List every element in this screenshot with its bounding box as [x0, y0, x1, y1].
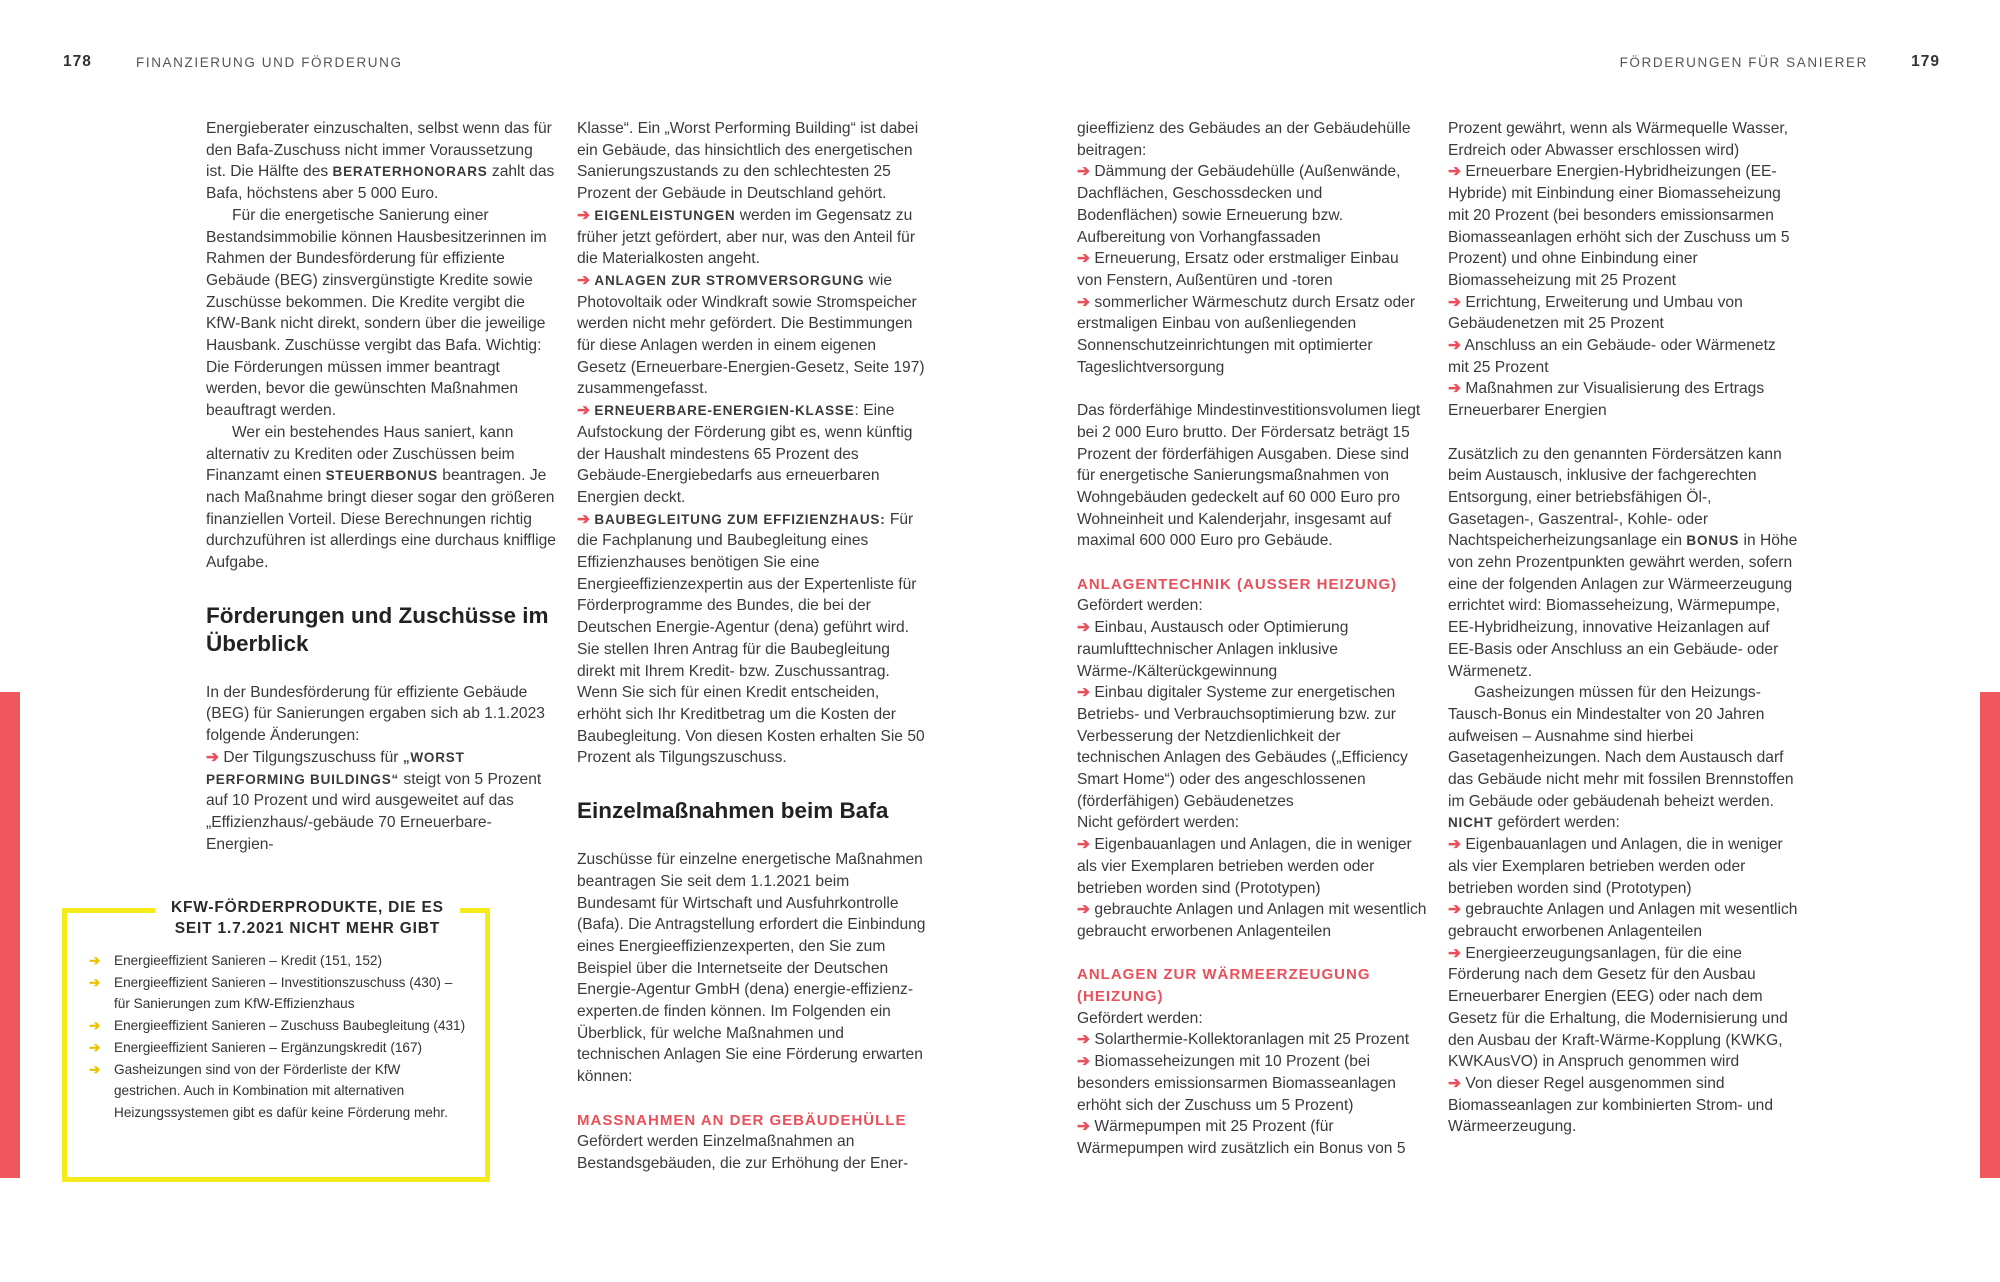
arrow-right-icon: ➔ [1077, 250, 1091, 268]
arrow-right-icon: ➔ [577, 271, 591, 289]
paragraph: Energieberater einzuschalten, selbst wenn das für den Bafa-Zuschuss nicht immer Voraussetzung ist. Die Hälfte des BERATERHONORARS zahlt das Bafa, höchstens aber 5 000 Euro. [206, 120, 555, 203]
paragraph: Gefördert werden: [1077, 1009, 1203, 1027]
list-item: ➔ Von dieser Regel ausgenommen sind Biomasseanlagen zur kombinierten Strom- und Wärmeerzeugung. [1448, 1074, 1774, 1136]
arrow-right-icon: ➔ [89, 1039, 101, 1055]
arrow-right-icon: ➔ [577, 510, 591, 528]
list-item: ➔ Errichtung, Erweiterung und Umbau von Gebäudenetzen mit 25 Prozent [1448, 293, 1743, 333]
section-heading: Einzelmaßnahmen beim Bafa [577, 798, 889, 824]
list-item: ➔ Erneuerung, Ersatz oder erstmaliger Einbau von Fenstern, Außentüren und -toren [1077, 250, 1399, 289]
arrow-right-icon: ➔ [1448, 901, 1462, 919]
list-item: ➔ Eigenbauanlagen und Anlagen, die in weniger als vier Exemplaren betrieben werden oder betrieben worden sind (Prototypen) [1448, 836, 1783, 897]
list-item: ➔ Erneuerbare Energien-Hybridheizungen (EE-Hybride) mit Einbindung einer Biomasseheizung mit 20 Prozent (bei besonders emissionsarmen Biomasseanlagen erhöht sich der Zuschuss um 5 Prozent) und ohne Einbindung einer Biomasseheizung mit 25 Prozent [1448, 163, 1790, 289]
list-item: ➔ ANLAGEN ZUR STROMVERSORGUNG wie Photovoltaik oder Windkraft sowie Stromspeicher werden nicht mehr gefördert. Die Bestimmungen für diese Anlagen werden in einem eigenen Gesetz (Erneuerbare-Energien-Gesetz, Seite 197) zusammengefasst. [577, 271, 925, 398]
arrow-right-icon: ➔ [89, 1018, 101, 1034]
paragraph: Das förderfähige Mindestinvestitionsvolumen liegt bei 2 000 Euro brutto. Der Fördersatz beträgt 15 Prozent der förderfähigen Ausgaben. Diese sind für energetische Sanierungsmaßnahmen von Wohngebäuden gedeckelt auf 60 000 Euro pro Wohneinheit und Kalenderjahr, insgesamt auf maximal 600 000 Euro pro Gebäude. [1077, 402, 1421, 550]
list-item: ➔ Biomasseheizungen mit 10 Prozent (bei besonders emissionsarmen Biomasseanlagen erhöht sich der Zuschuss um 5 Prozent) [1077, 1053, 1396, 1114]
list-item: ➔ sommerlicher Wärmeschutz durch Ersatz oder erstmaligen Einbau von außenliegenden Sonnenschutzeinrichtungen mit optimierter Tageslichtversorgung [1077, 293, 1416, 376]
list-item: ➔ Energieeffizient Sanieren – Kredit (151, 152) [89, 950, 469, 972]
arrow-right-icon: ➔ [1077, 901, 1091, 919]
paragraph: Gasheizungen müssen für den Heizungs-Tausch-Bonus ein Mindestalter von 20 Jahren aufweisen – Ausnahme sind hierbei Gasetagenheizungen. Nach dem Austausch darf das Gebäude nicht mehr mit fossilen Brennstoffen im Gebäude oder gebäudenah beheizt werden. [1448, 684, 1794, 810]
arrow-right-icon: ➔ [89, 953, 101, 968]
paragraph: gieeffizienz des Gebäudes an der Gebäudehülle beitragen: [1077, 120, 1411, 159]
arrow-right-icon: ➔ [206, 748, 220, 766]
arrow-right-icon: ➔ [1448, 836, 1462, 854]
keyword: „WORST PERFORMING BUILDINGS“ [206, 749, 465, 787]
subsection-heading: MASSNAHMEN AN DER GEBÄUDEHÜLLE [577, 1111, 907, 1129]
right-edge-tab [1980, 692, 2000, 1178]
list-item: ➔ Energieeffizient Sanieren – Zuschuss Baubegleitung (431) [89, 1015, 469, 1037]
paragraph: Klasse“. Ein „Worst Performing Building“ ist dabei ein Gebäude, das hinsichtlich des energetischen Sanierungszustands zu den schlechtesten 25 Prozent der Gebäude in Deutschland gehört. [577, 120, 919, 203]
list-item: ➔ BAUBEGLEITUNG ZUM EFFIZIENZHAUS: Für die Fachplanung und Baubegleitung eines Effizienzhauses benötigen Sie eine Energieeffizienzexpertin aus der Expertenliste für Förderprogramme des Bundes, die bei der Deutschen Energie-Agentur (dena) geführt wird. Sie stellen Ihren Antrag für die Baubegleitung direkt mit Ihrem Kredit- bzw. Zuschussantrag. Wenn Sie sich für einen Kredit entscheiden, erhöht sich Ihr Kreditbetrag um die Kosten der Baubegleitung. Von diesen Kosten erhalten Sie 50 Prozent als Tilgungszuschuss. [577, 510, 925, 767]
list-item: ➔ Einbau, Austausch oder Optimierung raumlufttechnischer Anlagen inklusive Wärme-/Kälterückgewinnung [1077, 619, 1349, 680]
arrow-right-icon: ➔ [1448, 293, 1462, 311]
paragraph: Gefördert werden Einzelmaßnahmen an Bestandsgebäuden, die zur Erhöhung der Ener- [577, 1133, 909, 1172]
list-item: ➔ Energieeffizient Sanieren – Ergänzungskredit (167) [89, 1037, 469, 1059]
subsection-heading: ANLAGEN ZUR WÄRMEERZEUGUNG (HEIZUNG) [1077, 966, 1371, 1006]
keyword: EIGENLEISTUNGEN [594, 207, 736, 223]
right-page-column-2 [1448, 118, 1798, 1138]
left-page-column-2 [577, 118, 927, 1175]
arrow-right-icon: ➔ [1077, 1031, 1091, 1049]
paragraph: Prozent gewährt, wenn als Wärmequelle Wasser, Erdreich oder Abwasser erschlossen wird) [1448, 120, 1789, 159]
right-page-number: 179 [1911, 53, 1940, 70]
arrow-right-icon: ➔ [1448, 337, 1462, 355]
paragraph: NICHT gefördert werden: [1448, 814, 1620, 832]
right-page-column-1 [1077, 118, 1427, 1160]
list-item: ➔ Wärmepumpen mit 25 Prozent (für Wärmepumpen wird zusätzlich ein Bonus von 5 [1077, 1118, 1406, 1157]
keyword: BERATERHONORARS [332, 164, 488, 180]
right-running-header: FÖRDERUNGEN FÜR SANIERER [1619, 55, 1868, 70]
arrow-right-icon: ➔ [1077, 1053, 1091, 1071]
kfw-info-box [62, 899, 490, 1182]
keyword: BAUBEGLEITUNG ZUM EFFIZIENZHAUS: [594, 511, 886, 527]
list-item: ➔ Energieerzeugungsanlagen, für die eine Förderung nach dem Gesetz für den Ausbau Erneuerbarer Energien (EEG) oder nach dem Gesetz für die Erhaltung, die Modernisierung und den Ausbau der Kraft-Wärme-Kopplung (KWKG, KWKAusVO) in Anspruch genommen wird [1448, 944, 1788, 1071]
arrow-right-icon: ➔ [577, 206, 591, 224]
arrow-right-icon: ➔ [1448, 163, 1462, 181]
arrow-right-icon: ➔ [1077, 293, 1091, 311]
arrow-right-icon: ➔ [89, 974, 101, 990]
list-item: ➔ EIGENLEISTUNGEN werden im Gegensatz zu früher jetzt gefördert, aber nur, was den Anteil für die Materialkosten angeht. [577, 206, 916, 268]
paragraph: Wer ein bestehendes Haus saniert, kann alternativ zu Krediten oder Zuschüssen beim Finanzamt einen STEUERBONUS beantragen. Je nach Maßnahme bringt dieser sogar den größeren finanziellen Vorteil. Diese Berechnungen richtig durchzuführen ist allerdings eine durchaus knifflige Aufgabe. [206, 423, 556, 572]
arrow-right-icon: ➔ [1448, 944, 1462, 962]
keyword: ANLAGEN ZUR STROMVERSORGUNG [594, 272, 865, 288]
list-item: ➔ Dämmung der Gebäudehülle (Außenwände, Dachflächen, Geschossdecken und Bodenflächen) sowie Erneuerung bzw. Aufbereitung von Vorhangfassaden [1077, 163, 1401, 246]
left-running-header: FINANZIERUNG UND FÖRDERUNG [136, 55, 403, 70]
arrow-right-icon: ➔ [1077, 1118, 1091, 1136]
list-item: ➔ gebrauchte Anlagen und Anlagen mit wesentlich gebraucht erworbenen Anlagenteilen [1077, 901, 1427, 940]
keyword: BONUS [1686, 533, 1740, 549]
subsection-heading: ANLAGENTECHNIK (AUSSER HEIZUNG) [1077, 575, 1398, 593]
arrow-right-icon: ➔ [1077, 684, 1091, 702]
paragraph: Zuschüsse für einzelne energetische Maßnahmen beantragen Sie seit dem 1.1.2021 beim Bundesamt für Wirtschaft und Ausfuhrkontrolle (Bafa). Die Antragstellung erfordert die Einbindung eines Energieeffizienzexperten, den Sie zum Beispiel über die Internetseite der Deutschen Energie-Agentur GmbH (dena) energie-effizienz-experten.de finden können. Im Folgenden ein Überblick, für welche Maßnahmen und technischen Anlagen Sie eine Förderung erwarten können: [577, 851, 926, 1086]
arrow-right-icon: ➔ [1077, 619, 1091, 637]
box-title: KFW-FÖRDERPRODUKTE, DIE ES SEIT 1.7.2021 NICHT MEHR GIBT [155, 897, 460, 939]
list-item: ➔ Solarthermie-Kollektoranlagen mit 25 Prozent [1077, 1031, 1410, 1049]
list-item: ➔ Gasheizungen sind von der Förderliste der KfW gestrichen. Auch in Kombination mit alternativen Heizungssystemen gibt es dafür keine Förderung mehr. [89, 1059, 469, 1124]
list-item: ➔ Eigenbauanlagen und Anlagen, die in weniger als vier Exemplaren betrieben werden oder betrieben worden sind (Prototypen) [1077, 836, 1412, 897]
left-page-number: 178 [63, 53, 92, 70]
arrow-right-icon: ➔ [1077, 836, 1091, 854]
list-item: ➔ Der Tilgungszuschuss für „WORST PERFORMING BUILDINGS“ steigt von 5 Prozent auf 10 Prozent und wird ausgeweitet auf das „Effizienzhaus/-gebäude 70 Erneuerbare-Energien- [206, 748, 542, 853]
paragraph: In der Bundesförderung für effiziente Gebäude (BEG) für Sanierungen ergaben sich ab 1.1.2023 folgende Änderungen: [206, 683, 545, 745]
left-page-column-1 [206, 118, 556, 855]
keyword: ERNEUERBARE-ENERGIEN-KLASSE [594, 403, 855, 419]
arrow-right-icon: ➔ [577, 402, 591, 420]
keyword: NICHT [1448, 815, 1494, 831]
arrow-right-icon: ➔ [1448, 380, 1462, 398]
list-item: ➔ Energieeffizient Sanieren – Investitionszuschuss (430) – für Sanierungen zum KfW-Effizienzhaus [89, 972, 469, 1015]
arrow-right-icon: ➔ [89, 1061, 101, 1077]
paragraph: Gefördert werden: [1077, 597, 1203, 615]
arrow-right-icon: ➔ [1448, 1074, 1462, 1092]
list-item: ➔ Maßnahmen zur Visualisierung des Ertrags Erneuerbarer Energien [1448, 380, 1765, 420]
list-item: ➔ Anschluss an ein Gebäude- oder Wärmenetz mit 25 Prozent [1448, 337, 1776, 376]
box-list [89, 950, 469, 1124]
paragraph: Nicht gefördert werden: [1077, 814, 1240, 832]
left-edge-tab [0, 692, 20, 1178]
list-item: ➔ Einbau digitaler Systeme zur energetischen Betriebs- und Verbrauchsoptimierung bzw. zur Verbesserung der Netzdienlichkeit der technischen Anlagen des Gebäudes („Efficiency Smart Home“) oder des angeschlossenen (förderfähigen) Gebäudenetzes [1077, 684, 1408, 810]
list-item: ➔ gebrauchte Anlagen und Anlagen mit wesentlich gebraucht erworbenen Anlagenteilen [1448, 901, 1798, 940]
list-item: ➔ ERNEUERBARE-ENERGIEN-KLASSE: Eine Aufstockung der Förderung gibt es, wenn künftig der Haushalt mindestens 65 Prozent des Gebäude-Energiebedarfs aus erneuerbaren Energien deckt. [577, 402, 913, 506]
section-heading: Förderungen und Zuschüsse im Überblick [206, 602, 549, 656]
arrow-right-icon: ➔ [1077, 163, 1091, 181]
paragraph: Für die energetische Sanierung einer Bestandsimmobilie können Hausbesitzerinnen im Rahmen der Bundesförderung für effiziente Gebäude (BEG) zinsvergünstigte Kredite sowie Zuschüsse bekommen. Die Kredite vergibt die KfW-Bank nicht direkt, sondern über die jeweilige Hausbank. Zuschüsse vergibt das Bafa. Wichtig: Die Förderungen müssen immer beantragt werden, bevor die gewünschten Maßnahmen beauftragt werden. [206, 206, 547, 420]
keyword: STEUERBONUS [325, 468, 438, 484]
paragraph: Zusätzlich zu den genannten Fördersätzen kann beim Austausch, inklusive der fachgerechten Entsorgung, einer betriebsfähigen Öl-, Gasetagen-, Gaszentral-, Kohle- oder Nachtspeicherheizungsanlage ein BONUS in Höhe von zehn Prozentpunkten gewährt werden, sofern eine der folgenden Anlagen zur Wärmeerzeugung errichtet wird: Biomasseheizung, Wärmepumpe, EE-Hybridheizung, innovative Heizanlagen auf EE-Basis oder Anschluss an ein Gebäude- oder Wärmenetz. [1448, 445, 1798, 680]
